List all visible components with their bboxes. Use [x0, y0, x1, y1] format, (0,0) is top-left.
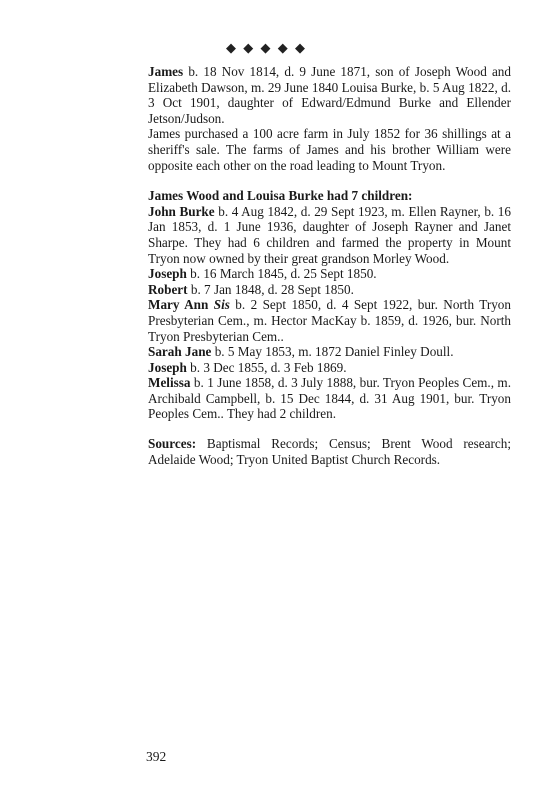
text-block	[148, 64, 511, 467]
child-name: Robert	[148, 281, 188, 297]
child-name: John Burke	[148, 203, 215, 219]
child-name: Mary Ann	[148, 297, 214, 313]
james-entry	[148, 64, 511, 126]
sources-label: Sources:	[148, 436, 197, 452]
sources-text: Baptismal Records; Census; Brent Wood research; Adelaide Wood; Tryon United Baptist Church Records.	[148, 436, 511, 467]
child-entry	[148, 360, 511, 376]
child-name: Melissa	[148, 375, 191, 391]
children-heading: James Wood and Louisa Burke had 7 children:	[148, 188, 413, 204]
child-entry	[148, 344, 511, 360]
james-details: b. 18 Nov 1814, d. 9 June 1871, son of Joseph Wood and Elizabeth Dawson, m. 29 June 1840 Louisa Burke, b. 5 Aug 1822, d. 3 Oct 1901, daughter of Edward/Edmund Burke and Ellender Jetson/Judson.	[148, 64, 511, 126]
child-name: Sarah Jane	[148, 344, 212, 360]
child-entry	[148, 282, 511, 298]
child-entry	[148, 266, 511, 282]
child-entry	[148, 204, 511, 266]
child-details: b. 16 March 1845, d. 25 Sept 1850.	[186, 266, 377, 282]
child-details: b. 4 Aug 1842, d. 29 Sept 1923, m. Ellen Rayner, b. 16 Jan 1853, d. 1 June 1936, daughter of Joseph Rayner and Janet Sharpe. They had 6 children and farmed the property in Mount Tryon now owned by their great grandson Morley Wood.	[148, 203, 511, 266]
farm-paragraph: James purchased a 100 acre farm in July 1852 for 36 shillings at a sheriff's sale. The farms of James and his brother William were opposite each other on the road leading to Mount Tryon.	[148, 126, 511, 173]
child-details: b. 1 June 1858, d. 3 July 1888, bur. Tryon Peoples Cem., m. Archibald Campbell, b. 15 Dec 1844, d. 31 Aug 1901, bur. Tryon Peoples Cem.. They had 2 children.	[148, 375, 511, 422]
child-details: b. 3 Dec 1855, d. 3 Feb 1869.	[186, 359, 347, 375]
child-nickname: Sis	[213, 297, 230, 313]
section-ornament: ◆ ◆ ◆ ◆ ◆	[226, 40, 307, 55]
page-number: 392	[146, 749, 167, 764]
james-name: James	[148, 64, 184, 79]
children-list	[148, 204, 511, 422]
child-entry	[148, 375, 511, 422]
child-name: Joseph	[148, 266, 187, 282]
child-details: b. 5 May 1853, m. 1872 Daniel Finley Doull.	[211, 344, 454, 360]
child-entry	[148, 297, 511, 344]
child-name: Joseph	[148, 359, 187, 375]
child-details: b. 2 Sept 1850, d. 4 Sept 1922, bur. North Tryon Presbyterian Cem., m. Hector MacKay b. 1859, d. 1926, bur. North Tryon Presbyterian Cem..	[148, 297, 511, 344]
child-details: b. 7 Jan 1848, d. 28 Sept 1850.	[187, 281, 354, 297]
sources-entry	[148, 436, 511, 467]
